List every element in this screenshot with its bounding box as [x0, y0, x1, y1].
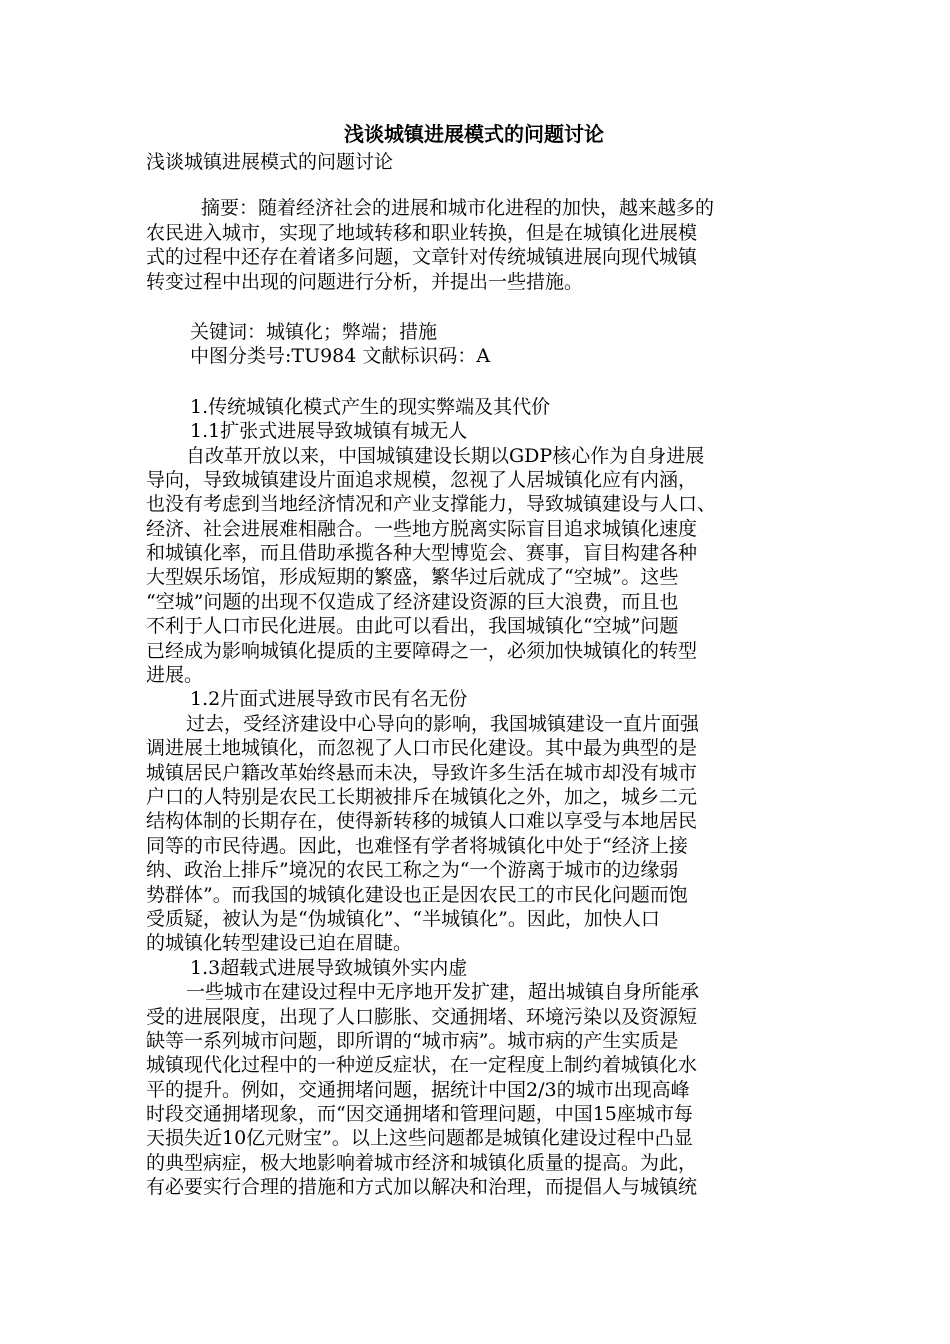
paragraph-line: 户口的人特别是农民工长期被排斥在城镇化之外，加之，城乡二元: [146, 785, 698, 808]
subsection-heading: 1.3超载式进展导致城镇外实内虚: [190, 956, 468, 979]
paragraph-line: 结构体制的长期存在，使得新转移的城镇人口难以享受与本地居民: [146, 810, 698, 833]
section-heading: 1.传统城镇化模式产生的现实弊端及其代价: [190, 395, 551, 418]
paragraph-line: 有必要实行合理的措施和方式加以解决和治理，而提倡人与城镇统: [146, 1176, 698, 1199]
paragraph-line: 受的进展限度，出现了人口膨胀、交通拥堵、环境污染以及资源短: [146, 1005, 698, 1028]
paragraph-line: 一些城市在建设过程中无序地开发扩建，超出城镇自身所能承: [186, 981, 700, 1004]
paragraph-line: 时段交通拥堵现象，而“因交通拥堵和管理问题，中国15座城市每: [146, 1103, 693, 1126]
paragraph-line: 城镇现代化过程中的一种逆反症状，在一定程度上制约着城镇化水: [146, 1054, 698, 1077]
document-page: [146, 118, 802, 1200]
paragraph-line: 进展。: [146, 664, 204, 687]
paragraph-line: 同等的市民待遇。因此，也难怪有学者将城镇化中处于“经济上接: [146, 834, 688, 857]
paragraph-line: 也没有考虑到当地经济情况和产业支撑能力，导致城镇建设与人口、: [146, 493, 717, 516]
paragraph-line: 过去，受经济建设中心导向的影响，我国城镇建设一直片面强: [186, 712, 700, 735]
keywords: 关键词：城镇化；弊端；措施: [190, 320, 438, 343]
paragraph-line: 天损失近10亿元财宝”。以上这些问题都是城镇化建设过程中凸显: [146, 1127, 693, 1150]
paragraph-line: 调进展土地城镇化，而忽视了人口市民化建设。其中最为典型的是: [146, 737, 698, 760]
paragraph-line: 已经成为影响城镇化提质的主要障碍之一，必须加快城镇化的转型: [146, 639, 698, 662]
paragraph-line: 的典型病症，极大地影响着城市经济和城镇化质量的提高。为此，: [146, 1151, 698, 1174]
abstract: [146, 196, 802, 294]
paragraph-line: 大型娱乐场馆，形成短期的繁盛，繁华过后就成了“空城”。这些: [146, 566, 679, 589]
subsection-heading: 1.1扩张式进展导致城镇有城无人: [190, 420, 468, 443]
abstract-line: 转变过程中出现的问题进行分析，并提出一些措施。: [146, 270, 584, 293]
paragraph-1-2: [146, 712, 802, 956]
paragraph-line: 导向，导致城镇建设片面追求规模，忽视了人居城镇化应有内涵，: [146, 468, 698, 491]
paragraph-line: 自改革开放以来，中国城镇建设长期以GDP核心作为自身进展: [186, 444, 705, 467]
classification-number: 中图分类号:TU984 文献标识码：A: [190, 345, 491, 368]
paragraph-line: 平的提升。例如，交通拥堵问题，据统计中国2/3的城市出现高峰: [146, 1078, 690, 1101]
paragraph-1-3: [146, 980, 802, 1200]
paragraph-line: 不利于人口市民化进展。由此可以看出，我国城镇化“空城”问题: [146, 615, 679, 638]
paragraph-line: 纳、政治上排斥”境况的农民工称之为“一个游离于城市的边缘弱: [146, 859, 679, 882]
subsection-heading: 1.2片面式进展导致市民有名无份: [190, 688, 468, 711]
paragraph-line: 经济、社会进展难相融合。一些地方脱离实际盲目追求城镇化速度: [146, 517, 698, 540]
paragraph-line: 城镇居民户籍改革始终悬而未决，导致许多生活在城市却没有城市: [146, 761, 698, 784]
paragraph-line: 和城镇化率，而且借助承揽各种大型博览会、赛事，盲目构建各种: [146, 542, 698, 565]
abstract-line: 摘要：随着经济社会的进展和城市化进程的加快，越来越多的: [201, 197, 715, 220]
paragraph-line: 受质疑，被认为是“伪城镇化”、“半城镇化”。因此，加快人口: [146, 907, 660, 930]
abstract-line: 式的过程中还存在着诸多问题，文章针对传统城镇进展向现代城镇: [146, 246, 698, 269]
spacer: [146, 369, 802, 395]
abstract-line: 农民进入城市，实现了地域转移和职业转换，但是在城镇化进展模: [146, 221, 698, 244]
paragraph-1-1: [146, 444, 802, 688]
paragraph-line: 势群体”。而我国的城镇化建设也正是因农民工的市民化问题而饱: [146, 883, 688, 906]
paragraph-line: 的城镇化转型建设已迫在眉睫。: [146, 932, 413, 955]
paragraph-line: 缺等一系列城市问题，即所谓的“城市病”。城市病的产生实质是: [146, 1029, 679, 1052]
spacer: [146, 294, 802, 320]
spacer: [146, 174, 802, 196]
document-subtitle: 浅谈城镇进展模式的问题讨论: [146, 151, 394, 173]
document-title: 浅谈城镇进展模式的问题讨论: [344, 122, 604, 146]
paragraph-line: “空城”问题的出现不仅造成了经济建设资源的巨大浪费，而且也: [146, 590, 679, 613]
